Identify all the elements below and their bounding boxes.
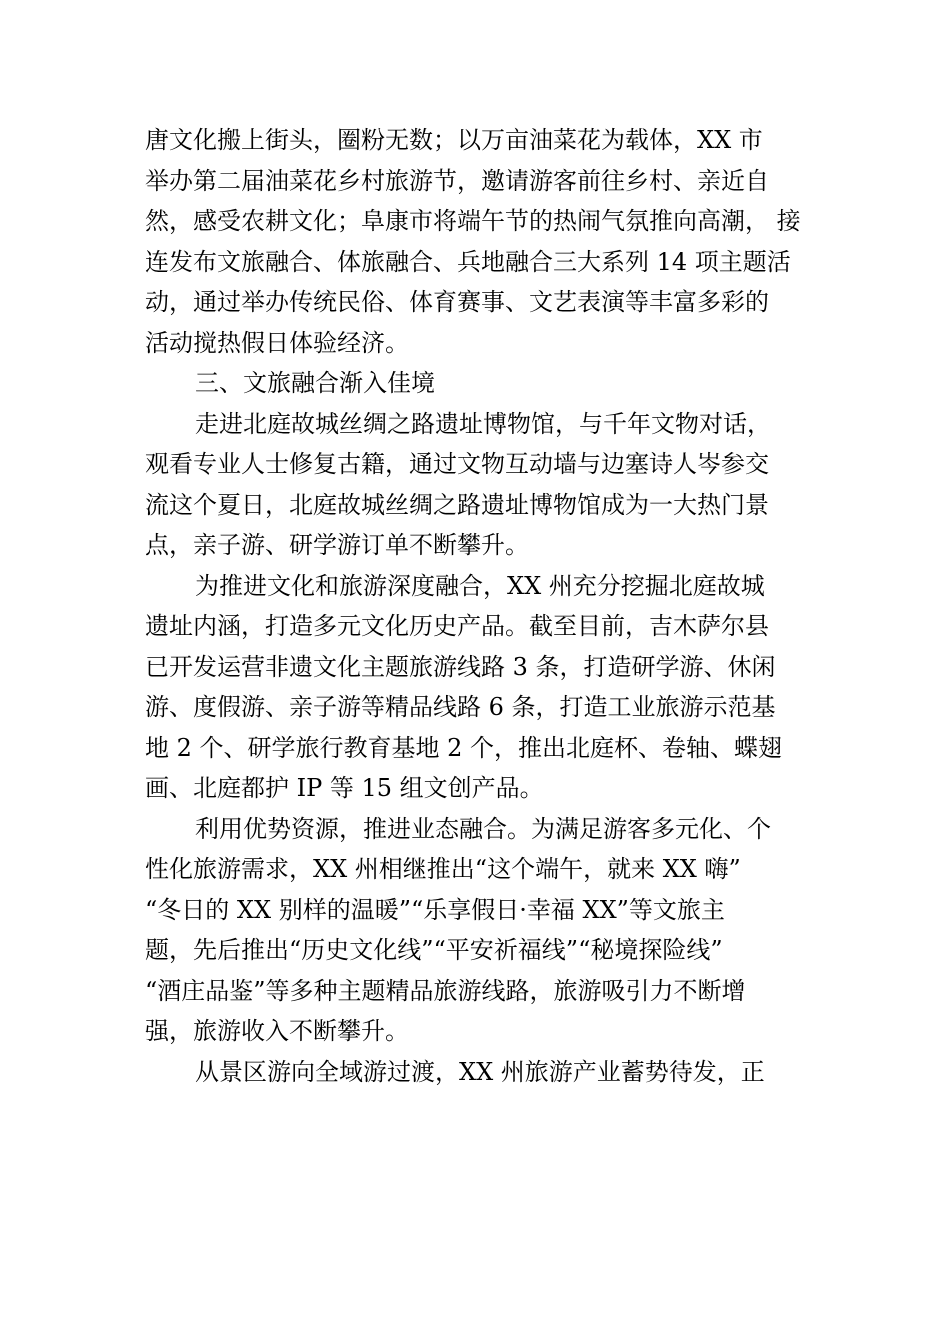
text-line: 游、度假游、亲子游等精品线路 6 条，打造工业旅游示范基 xyxy=(145,693,776,721)
text-line: 地 2 个、研学旅行教育基地 2 个，推出北庭杯、卷轴、蝶翅 xyxy=(145,733,783,762)
text-line: 画、北庭都护 IP 等 15 组文创产品。 xyxy=(145,774,544,802)
text-line: 走进北庭故城丝绸之路遗址博物馆，与千年文物对话， xyxy=(195,409,771,438)
text-line: 性化旅游需求，XX 州相继推出“这个端午，就来 XX 嗨” xyxy=(145,855,741,883)
text-line: 为推进文化和旅游深度融合，XX 州充分挖掘北庭故城 xyxy=(195,571,765,600)
text-line: 题，先后推出“历史文化线”“平安祈福线”“秘境探险线” xyxy=(145,936,723,964)
text-line: 从景区游向全域游过渡，XX 州旅游产业蓄势待发，正 xyxy=(195,1057,765,1086)
text-line: 利用优势资源，推进业态融合。为满足游客多元化、个 xyxy=(195,814,771,843)
text-line: 唐文化搬上街头，圈粉无数；以万亩油菜花为载体，XX 市 xyxy=(145,126,763,154)
text-line: 流这个夏日，北庭故城丝绸之路遗址博物馆成为一大热门景 xyxy=(145,490,769,519)
text-line: 已开发运营非遗文化主题旅游线路 3 条，打造研学游、休闲 xyxy=(145,652,776,681)
text-line: 观看专业人士修复古籍，通过文物互动墙与边塞诗人岑参交 xyxy=(145,450,769,478)
text-line: 遗址内涵，打造多元文化历史产品。截至目前，吉木萨尔县 xyxy=(145,612,769,640)
text-line: 强，旅游收入不断攀升。 xyxy=(145,1017,409,1045)
text-line: 点，亲子游、研学游订单不断攀升。 xyxy=(145,531,529,559)
text-line: 活动搅热假日体验经济。 xyxy=(145,328,409,357)
text-line: 然，感受农耕文化；阜康市将端午节的热闹气氛推向高潮， 接 xyxy=(145,207,801,235)
text-line: 举办第二届油菜花乡村旅游节，邀请游客前往乡村、亲近自 xyxy=(145,166,769,195)
document-body xyxy=(145,120,825,1092)
text-line: 动，通过举办传统民俗、体育赛事、文艺表演等丰富多彩的 xyxy=(145,288,769,316)
section-heading: 三、文旅融合渐入佳境 xyxy=(195,369,435,397)
text-line: 连发布文旅融合、体旅融合、兵地融合三大系列 14 项主题活 xyxy=(145,247,791,276)
text-line: “酒庄品鉴”等多种主题精品旅游线路，旅游吸引力不断增 xyxy=(145,976,746,1005)
text-line: “冬日的 XX 别样的温暖”“乐享假日·幸福 XX”等文旅主 xyxy=(145,895,725,924)
